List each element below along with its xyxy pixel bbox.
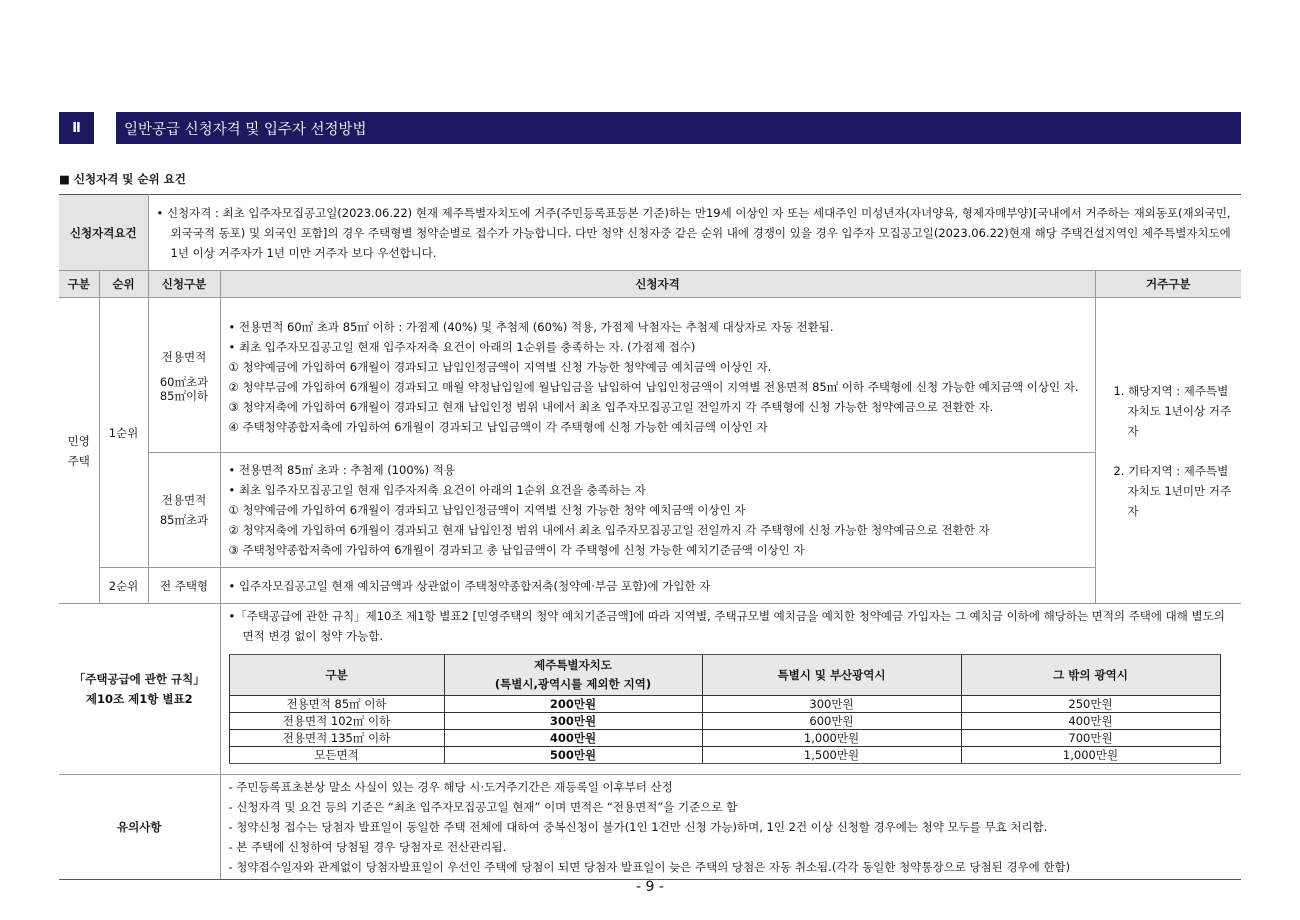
- header-qualification: 신청자격: [220, 271, 1095, 298]
- deposit-header: 구분: [229, 655, 444, 696]
- header-application-type: 신청구분: [148, 271, 220, 298]
- table-row: [229, 730, 1220, 747]
- table-cell: 700만원: [961, 730, 1220, 747]
- residence-item: 1. 해당지역 : 제주특별자치도 1년이상 거주자: [1113, 383, 1231, 438]
- subsection-title: ■ 신청자격 및 순위 요건: [59, 172, 186, 186]
- table-cell: 600만원: [702, 713, 961, 730]
- rank1-area2-label: 전용면적 85㎡초과: [148, 453, 220, 568]
- table-cell: 전용면적 135㎡ 이하: [229, 730, 444, 747]
- rank2-label: 2순위: [99, 568, 148, 604]
- qual-line: ① 청약예금에 가입하여 6개월이 경과되고 납입인정금액이 지역별 신청 가능한 청약 예치금액 이상인 자: [228, 503, 746, 517]
- eligibility-table: [59, 194, 1241, 880]
- eligibility-label: 신청자격요건: [59, 195, 148, 271]
- header-rank: 순위: [99, 271, 148, 298]
- rules-text: •「주택공급에 관한 규칙」제10조 제1항 별표2 [민영주택의 청약 예치기준금액]에 따라 지역별, 주택규모별 예치금을 예치한 청약예금 가입자는 그 예치금 이하에 해당하는 면적의 주택에 대해 별도의 면적 변경 없이 청약 가능함.: [228, 609, 1225, 643]
- list-item: - 신청자격 및 요건 등의 기준은 “최초 입주자모집공고일 현재” 이며 면적은 “전용면적”을 기준으로 함: [228, 800, 738, 814]
- table-row: [229, 747, 1220, 764]
- rules-content: [220, 604, 1241, 775]
- page-number: - 9 -: [636, 879, 664, 895]
- qual-line: ③ 청약저축에 가입하여 6개월이 경과되고 현재 납입인정 범위 내에서 최초 입주자모집공고일 전일까지 각 주택형에 신청 가능한 청약예금으로 전환한 자.: [228, 400, 994, 414]
- rank1-label: 1순위: [99, 298, 148, 568]
- residence-classification: [1095, 298, 1241, 604]
- list-item: - 청약신청 접수는 당첨자 발표일이 동일한 주택 전체에 대하여 중복신청이 불가(1인 1건만 신청 가능)하며, 1인 2건 이상 신청할 경우에는 청약 모두를 무효 처리함.: [228, 820, 1048, 834]
- qual-line: ② 청약저축에 가입하여 6개월이 경과되고 현재 납입인정 범위 내에서 최초 입주자모집공고일 전일까지 각 주택형에 신청 가능한 청약예금으로 전환한 자: [228, 523, 990, 537]
- table-cell: 전용면적 85㎡ 이하: [229, 696, 444, 713]
- qual-line: ① 청약예금에 가입하여 6개월이 경과되고 납입인정금액이 지역별 신청 가능한 청약예금 예치금액 이상인 자.: [228, 360, 772, 374]
- notes-label: 유의사항: [59, 775, 220, 880]
- section-title-bar: 일반공급 신청자격 및 입주자 선정방법: [116, 112, 1241, 144]
- qual-line: ② 청약부금에 가입하여 6개월이 경과되고 매월 약정납입일에 월납입금을 납입하여 납입인정금액이 지역별 전용면적 85㎡ 이하 주택형에 신청 가능한 예치금액 이상인 자.: [228, 380, 1079, 394]
- qual-line: • 전용면적 85㎡ 초과 : 추첨제 (100%) 적용: [228, 463, 455, 477]
- table-cell: 1,500만원: [702, 747, 961, 764]
- qual-line: • 최초 입주자모집공고일 현재 입주자저축 요건이 아래의 1순위를 충족하는 자. (가점제 접수): [228, 340, 696, 354]
- rank1-area2-qualification: [220, 453, 1095, 568]
- table-cell: 1,000만원: [702, 730, 961, 747]
- table-cell: 400만원: [444, 730, 702, 747]
- table-cell: 500만원: [444, 747, 702, 764]
- rank2-qualification: • 입주자모집공고일 현재 예치금액과 상관없이 주택청약종합저축(청약예·부금 포함)에 가입한 자: [220, 568, 1095, 604]
- notes-list: [220, 775, 1241, 880]
- deposit-header: 특별시 및 부산광역시: [702, 655, 961, 696]
- category-private-housing: 민영 주택: [59, 298, 99, 604]
- table-row: [229, 696, 1220, 713]
- header-residence: 거주구분: [1095, 271, 1241, 298]
- list-item: - 본 주택에 신청하여 당첨될 경우 당첨자로 전산관리됨.: [228, 840, 507, 854]
- rank1-area1-qualification: [220, 298, 1095, 453]
- deposit-table: [229, 654, 1221, 764]
- table-cell: 300만원: [444, 713, 702, 730]
- qual-line: ③ 주택청약종합저축에 가입하여 6개월이 경과되고 총 납입금액이 각 주택형에 신청 가능한 예치기준금액 이상인 자: [228, 543, 805, 557]
- table-cell: 모든면적: [229, 747, 444, 764]
- table-cell: 300만원: [702, 696, 961, 713]
- list-item: - 주민등록표초본상 말소 사실이 있는 경우 해당 시·도거주기간은 재등록일 이후부터 산정: [228, 780, 673, 794]
- table-cell: 1,000만원: [961, 747, 1220, 764]
- qual-line: ④ 주택청약종합저축에 가입하여 6개월이 경과되고 납입금액이 각 주택형에 신청 가능한 예치금액 이상인 자: [228, 420, 768, 434]
- section-number: Ⅱ: [59, 112, 94, 144]
- table-cell: 250만원: [961, 696, 1220, 713]
- eligibility-text: • 신청자격 : 최초 입주자모집공고일(2023.06.22) 현재 제주특별자치도에 거주(주민등록표등본 기준)하는 만19세 이상인 자 또는 세대주인 미성년자(자녀양육, 형제자매부양)[국내에서 거주하는 재외동포(재외국민, 외국국적 동포) 및 외국인 포함]의 경우 주택형별 청약순별로 접수가 가능합니다. 다만 청약 신청자중 같은 순위 내에 경쟁이 있을 경우 입주자 모집공고일(2023.06.22)현재 해당 주택건설지역인 제주특별자치도에 1년 이상 거주자가 1년 미만 거주자 보다 우선합니다.: [148, 195, 1241, 271]
- table-cell: 전용면적 102㎡ 이하: [229, 713, 444, 730]
- rank2-type: 전 주택형: [148, 568, 220, 604]
- section-header: [59, 112, 1241, 144]
- residence-item: 2. 기타지역 : 제주특별자치도 1년미만 거주자: [1113, 463, 1231, 518]
- rank1-area1-label: 전용면적 60㎡초과 85㎡이하: [148, 298, 220, 453]
- rules-label: 「주택공급에 관한 규칙」 제10조 제1항 별표2: [59, 604, 220, 775]
- list-item: - 청약접수일자와 관계없이 당첨자발표일이 우선인 주택에 당첨이 되면 당첨자 발표일이 늦은 주택의 당첨은 자동 취소됨.(각각 동일한 청약통장으로 당첨된 경우에 한함): [228, 860, 1071, 874]
- table-row: [229, 713, 1220, 730]
- table-cell: 400만원: [961, 713, 1220, 730]
- qual-line: • 전용면적 60㎡ 초과 85㎡ 이하 : 가점제 (40%) 및 추첨제 (60%) 적용, 가점제 낙첨자는 추첨제 대상자로 자동 전환됨.: [228, 320, 834, 334]
- table-cell: 200만원: [444, 696, 702, 713]
- header-category: 구분: [59, 271, 99, 298]
- deposit-header: 제주특별자치도 (특별시,광역시를 제외한 지역): [444, 655, 702, 696]
- qual-line: • 최초 입주자모집공고일 현재 입주자저축 요건이 아래의 1순위 요건을 충족하는 자: [228, 483, 646, 497]
- deposit-header: 그 밖의 광역시: [961, 655, 1220, 696]
